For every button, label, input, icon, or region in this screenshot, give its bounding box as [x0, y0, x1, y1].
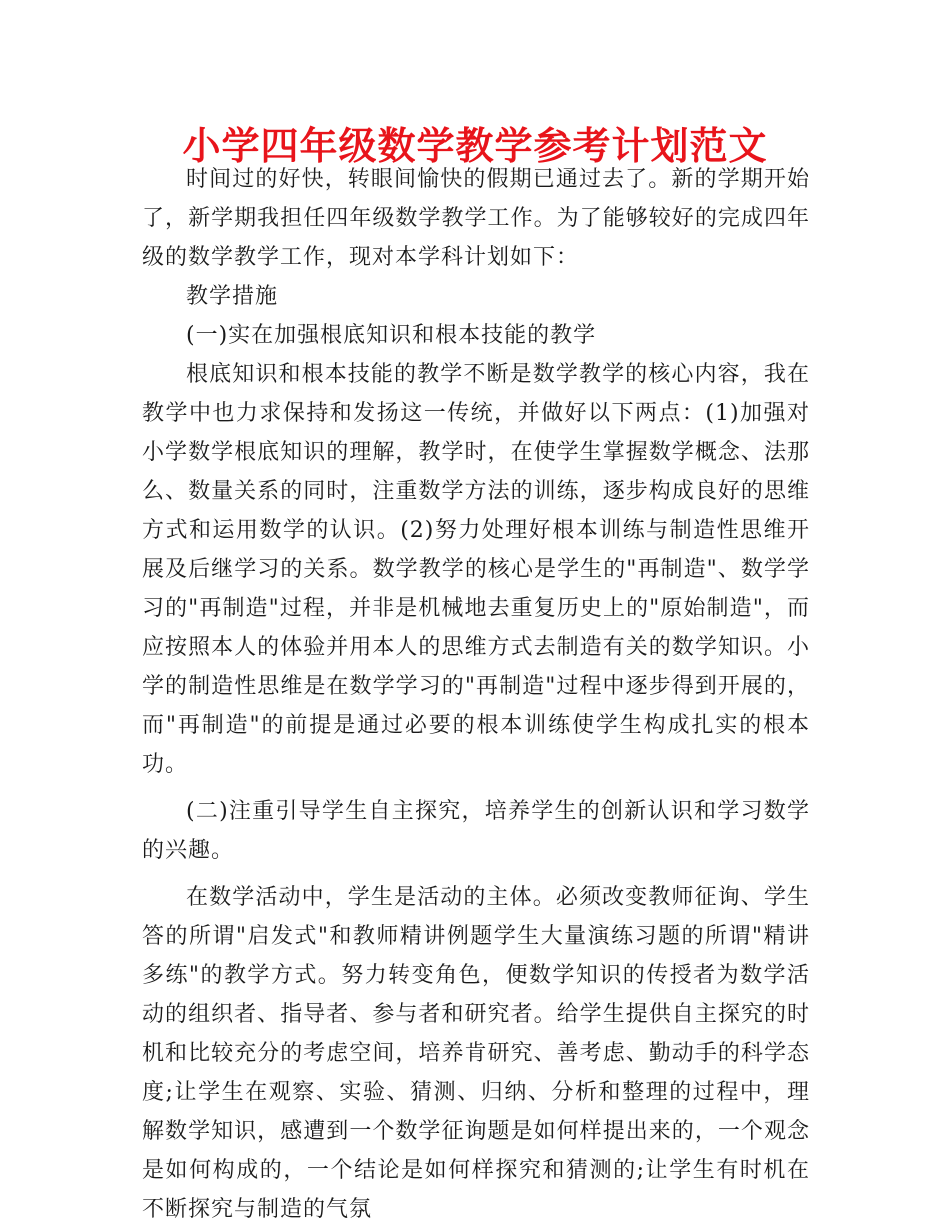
body-paragraph-2: 在数学活动中，学生是活动的主体。必须改变教师征询、学生答的所谓"启发式"和教师精讲例题学生大量演练习题的所谓"精讲多练"的教学方式。努力转变角色，便数学知识的传授者为数学活动的组织者、指导者、参与者和研究者。给学生提供自主探究的时机和比较充分的考虑空间，培养肯研究、善考虑、勤动手的科学态度;让学生在观察、实验、猜测、归纳、分析和整理的过程中，理解数学知识，感遭到一个数学征询题是如何样提出来的，一个观念是如何构成的，一个结论是如何样探究和猜测的;让学生有时机在不断探究与制造的气氛: [142, 885, 810, 1222]
document-body: [142, 160, 810, 1229]
subheading-1: (一)实在加强根底知识和根本技能的教学: [186, 323, 597, 348]
subheading-2: (二)注重引导学生自主探究，培养学生的创新认识和学习数学的兴趣。: [142, 799, 810, 863]
intro-paragraph: 时间过的好快，转眼间愉快的假期已通过去了。新的学期开始了，新学期我担任四年级数学教学工作。为了能够较好的完成四年级的数学教学工作，现对本学科计划如下：: [142, 167, 810, 270]
section-heading-measures: 教学措施: [186, 284, 279, 309]
body-paragraph-1: 根底知识和根本技能的教学不断是数学教学的核心内容，我在教学中也力求保持和发扬这一传统，并做好以下两点：(1)加强对小学数学根底知识的理解，教学时，在使学生掌握数学概念、法那么、数量关系的同时，注重数学方法的训练，逐步构成良好的思维方式和运用数学的认识。(2)努力处理好根本训练与制造性思维开展及后继学习的关系。数学教学的核心是学生的"再制造"、数学学习的"再制造"过程，并非是机械地去重复历史上的"原始制造"，而应按照本人的体验并用本人的思维方式去制造有关的数学知识。小学的制造性思维是在数学学习的"再制造"过程中逐步得到开展的，而"再制造"的前提是通过必要的根本训练使学生构成扎实的根本功。: [142, 362, 810, 777]
document-title: 小学四年级数学教学参考计划范文: [182, 124, 768, 168]
